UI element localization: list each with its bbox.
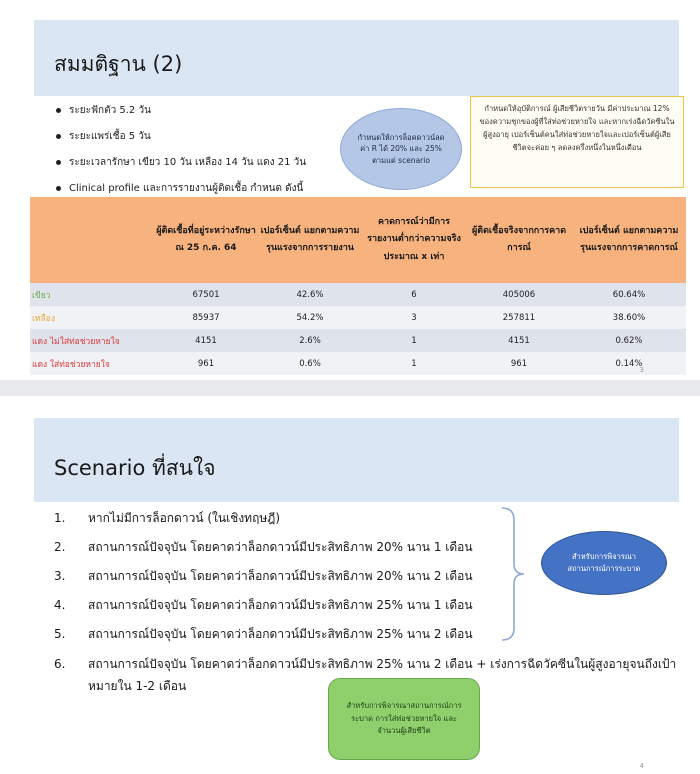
row-label: แดง ใส่ท่อช่วยหายใจ (30, 352, 154, 375)
table-cell: 0.6% (258, 352, 362, 375)
table-cell: 2.6% (258, 329, 362, 352)
list-item: Clinical profile และการรายงานผู้ติดเชื้อ กำหนด ดังนี้ (56, 176, 306, 202)
table-cell: 54.2% (258, 306, 362, 329)
item-number: 5. (54, 627, 66, 641)
table-cell: 1 (362, 352, 466, 375)
lockdown-note-oval: กำหนดให้การล็อคดาวน์ลดค่า R ได้ 20% และ 25% ตามแต่ scenario (340, 108, 462, 190)
table-cell: 1 (362, 329, 466, 352)
row-label: เหลือง (30, 306, 154, 329)
row-label: แดง ไม่ใส่ท่อช่วยหายใจ (30, 329, 154, 352)
table-header-cell (30, 197, 154, 283)
list-item: ระยะฟักตัว 5.2 วัน (56, 98, 306, 124)
slide-title: Scenario ที่สนใจ (54, 456, 216, 480)
table-cell: 961 (466, 352, 572, 375)
page-number: 4 (639, 762, 644, 770)
slide-title: สมมติฐาน (2) (54, 52, 183, 76)
table-row (30, 329, 686, 352)
item-number: 6. (54, 657, 66, 671)
table-cell: 257811 (466, 306, 572, 329)
table-cell: 3 (362, 306, 466, 329)
table-cell: 405006 (466, 283, 572, 306)
table-header-row (30, 197, 686, 283)
mortality-note-callout: กำหนดให้อุบัติการณ์ ผู้เสียชีวิตรายวัน มีค่าประมาณ 12% ของความชุกของผู้ที่ใส่ท่อช่วยหายใจ และหากเร่งฉีดวัคซีนในผู้สูงอายุ เปอร์เซ็นต์คนใส่ท่อช่วยหายใจและเปอร์เซ็นต์ผู้เสียชีวิตจะค่อย ๆ ลดลงครึ่งหนึ่งในหนึ่งเดือน (470, 96, 684, 188)
item-text: สถานการณ์ปัจจุบัน โดยคาดว่าล็อกดาวน์มีประสิทธิภาพ 25% นาน 1 เดือน (88, 598, 473, 612)
table-cell: 60.64% (572, 283, 686, 306)
outbreak-note-oval: สำหรับการพิจารณาสถานการณ์การระบาด (541, 531, 667, 595)
ventilator-note-box: สำหรับการพิจารณาสถานการณ์การระบาด การใส่ท่อช่วยหายใจ และจำนวนผู้เสียชีวิต (328, 678, 480, 760)
table-cell: 38.60% (572, 306, 686, 329)
item-text: สถานการณ์ปัจจุบัน โดยคาดว่าล็อกดาวน์มีประสิทธิภาพ 25% นาน 2 เดือน + เร่งการฉีดวัคซีนในผู้สูงอายุจนถึงเป้าหมายใน 1-2 เดือน (88, 657, 677, 693)
table-cell: 4151 (154, 329, 258, 352)
table-header-cell: ผู้ติดเชื้อที่อยู่ระหว่างรักษา ณ 25 ก.ค. 64 (154, 197, 258, 283)
item-text: หากไม่มีการล็อกดาวน์ (ในเชิงทฤษฎี) (88, 511, 281, 525)
list-item: ระยะเวลารักษา เขียว 10 วัน เหลือง 14 วัน แดง 21 วัน (56, 150, 306, 176)
bullet-icon (56, 108, 61, 113)
item-number: 1. (54, 511, 66, 525)
slide-scenarios (0, 396, 700, 774)
bullet-icon (56, 160, 61, 165)
bullet-icon (56, 186, 61, 191)
table-cell: 85937 (154, 306, 258, 329)
table-cell: 961 (154, 352, 258, 375)
item-text: สถานการณ์ปัจจุบัน โดยคาดว่าล็อกดาวน์มีประสิทธิภาพ 20% นาน 1 เดือน (88, 540, 473, 554)
bullet-icon (56, 134, 61, 139)
table-cell: 42.6% (258, 283, 362, 306)
table-cell: 0.14% (572, 352, 686, 375)
table-header-cell: ผู้ติดเชื้อจริงจากการคาดการณ์ (466, 197, 572, 283)
table-row (30, 306, 686, 329)
item-number: 2. (54, 540, 66, 554)
assumption-bullets (56, 98, 306, 202)
table-row (30, 352, 686, 375)
table-cell: 6 (362, 283, 466, 306)
table-row (30, 283, 686, 306)
page-number: 3 (639, 366, 644, 374)
table-cell: 67501 (154, 283, 258, 306)
table-cell: 0.62% (572, 329, 686, 352)
list-item: ระยะแพร่เชื้อ 5 วัน (56, 124, 306, 150)
table-header-cell: คาดการณ์ว่ามีการรายงานต่ำกว่าความจริงประมาณ x เท่า (362, 197, 466, 283)
table-header-cell: เปอร์เซ็นต์ แยกตามความรุนแรงจากการรายงาน (258, 197, 362, 283)
severity-table (30, 197, 686, 375)
item-number: 4. (54, 598, 66, 612)
table-cell: 4151 (466, 329, 572, 352)
table-header-cell: เปอร์เซ็นต์ แยกตามความรุนแรงจากการคาดการณ์ (572, 197, 686, 283)
row-label: เขียว (30, 283, 154, 306)
item-number: 3. (54, 569, 66, 583)
item-text: สถานการณ์ปัจจุบัน โดยคาดว่าล็อกดาวน์มีประสิทธิภาพ 20% นาน 2 เดือน (88, 569, 473, 583)
slide-assumptions (0, 0, 700, 380)
item-text: สถานการณ์ปัจจุบัน โดยคาดว่าล็อกดาวน์มีประสิทธิภาพ 25% นาน 2 เดือน (88, 627, 473, 641)
